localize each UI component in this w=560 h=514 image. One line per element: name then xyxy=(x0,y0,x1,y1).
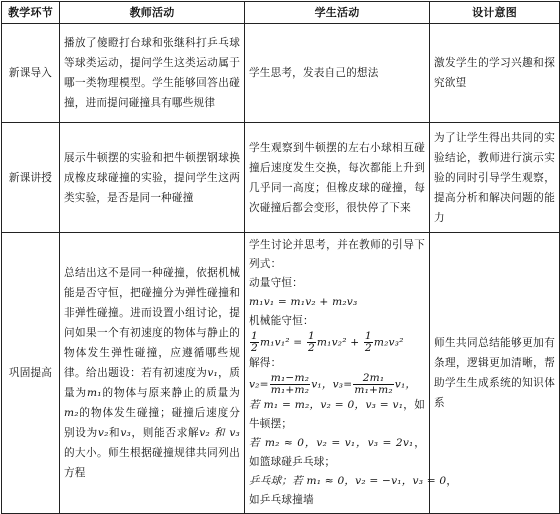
energy-term: m₂v₃² xyxy=(373,336,404,349)
teacher-text: ，则能否求解 xyxy=(131,427,200,439)
teacher-summary: 总结出这不是同一种碰撞，依据机械能是否守恒，把碰撞分为弹性碰撞和非弹性碰撞。进而设置小组讨论，提问如果一个有初速度的物体与静止的物体发生弹性碰撞，应遵循哪些规律。 xyxy=(64,267,240,379)
solution-term: v₁， xyxy=(394,378,417,391)
momentum-equation: m₁v₁ = m₁v₂ + m₂v₃ xyxy=(249,296,358,308)
fraction-den: m₁+m₂ xyxy=(270,384,310,396)
case-three xyxy=(249,472,458,510)
student-cell: 学生观察到牛顿摆的左右小球相互碰撞后速度发生交换，每次都能上升到几乎同一高度；但橡皮球的碰撞，每次碰撞后都会变形，很快停了下来 xyxy=(245,123,430,233)
table-row xyxy=(2,24,560,123)
table-row xyxy=(2,233,560,514)
fraction-num: 1 xyxy=(251,330,258,342)
var-v2: v₂ xyxy=(97,427,109,439)
solution-term: v₁，v₃= xyxy=(311,378,353,391)
stage-cell: 新课讲授 xyxy=(2,123,60,233)
header-row xyxy=(2,2,560,24)
table-row xyxy=(2,123,560,233)
solution-term: v₂= xyxy=(249,378,269,391)
energy-term: m₁v₁² xyxy=(259,336,290,349)
fraction-v3 xyxy=(353,373,393,396)
energy-equation: $\frac{1}{2}$ m₁v₁² = $\frac{1}{2}$ m₁v₂² + $\frac{1}{2}$ m₂v₃² xyxy=(251,330,404,354)
teacher-given: 给出题设：若有初速度为 xyxy=(86,367,208,379)
lesson-plan-table xyxy=(1,1,560,514)
case-two xyxy=(249,434,425,472)
case-formula: 若 m₁ = m₂，v₂ = 0，v₃ = v₁ xyxy=(249,399,404,411)
design-cell: 师生共同总结能够更加有条理，逻辑更加清晰，帮助学生生成系统的知识体系 xyxy=(430,233,560,514)
fraction-num: 1 xyxy=(364,330,372,342)
var-m2: m₂ xyxy=(64,407,79,419)
header-student: 学生活动 xyxy=(245,2,430,24)
case-text: ，如乒乓球撞墙 xyxy=(249,475,458,506)
teacher-text: 的物体与原来静止的质量为 xyxy=(101,387,240,399)
fraction-v2 xyxy=(270,373,310,396)
fraction-half xyxy=(250,331,259,354)
energy-term: m₁v₂² xyxy=(316,336,347,349)
teacher-text: 和 xyxy=(108,427,121,439)
design-cell: 激发学生的学习兴趣和探究欲望 xyxy=(430,24,560,123)
fraction-num: 2m₁ xyxy=(353,373,393,385)
teacher-text: 的物体发生碰撞；碰撞后速度分别设为 xyxy=(64,407,240,439)
case-formula: 乒乓球；若 m₁ ≈ 0，v₂ = −v₁，v₃ = 0 xyxy=(249,475,447,487)
student-cell: 学生思考，发表自己的想法 xyxy=(245,24,430,123)
teacher-text: 的大小。师生根据碰撞规律共同列出方程 xyxy=(64,447,240,479)
case-formula: 若 m₂ ≈ 0，v₂ = v₁，v₃ = 2v₁ xyxy=(249,437,414,449)
fraction-num: m₁−m₂ xyxy=(270,372,310,384)
var-v1: v₁ xyxy=(207,367,218,379)
header-teacher: 教师活动 xyxy=(60,2,245,24)
header-stage: 教学环节 xyxy=(2,2,60,24)
fraction-num: 1 xyxy=(307,330,315,342)
teacher-cell: 展示牛顿摆的实验和把牛顿摆钢球换成橡皮球碰撞的实验，提问学生这两类实验，是否是同一种碰撞 xyxy=(60,123,245,233)
fraction-den: 2 xyxy=(307,342,315,354)
teacher-text: ，质量为 xyxy=(64,367,240,399)
design-cell: 为了让学生得出共同的实验结论，教师进行演示实验的同时引导学生观察，提高分析和解决问题的能力 xyxy=(430,123,560,233)
case-text: ，如牛顿摆； xyxy=(249,399,425,430)
var-v2v3: v₂ 和 v₃ xyxy=(199,427,241,439)
fraction-half xyxy=(364,331,373,354)
teacher-cell: 播放了傻瞪打台球和张继科打乒乓球等球类运动，提问学生这类运动属于哪一类物理模型。学生能够回答出碰撞，进而提问碰撞具有哪些规律 xyxy=(60,24,245,123)
fraction-half xyxy=(307,331,316,354)
solve-label: 解得： xyxy=(249,357,282,369)
stage-cell: 巩固提高 xyxy=(2,233,60,514)
teacher-cell xyxy=(60,233,245,514)
energy-label: 机械能守恒： xyxy=(249,315,314,327)
case-one xyxy=(249,396,425,434)
stage-cell: 新课导入 xyxy=(2,24,60,123)
header-design: 设计意图 xyxy=(430,2,560,24)
student-intro: 学生讨论并思考，并在教师的引导下列式： xyxy=(249,239,425,270)
case-text: ，如篮球碰乒乓球； xyxy=(249,437,425,468)
momentum-label: 动量守恒： xyxy=(249,277,303,289)
fraction-den: 2 xyxy=(251,342,258,354)
fraction-den: m₁+m₂ xyxy=(354,384,393,396)
var-v3: v₃ xyxy=(120,427,131,439)
fraction-den: 2 xyxy=(364,342,372,354)
solution-equation xyxy=(249,373,425,396)
student-cell xyxy=(245,233,458,514)
var-m1: m₁ xyxy=(87,387,102,399)
